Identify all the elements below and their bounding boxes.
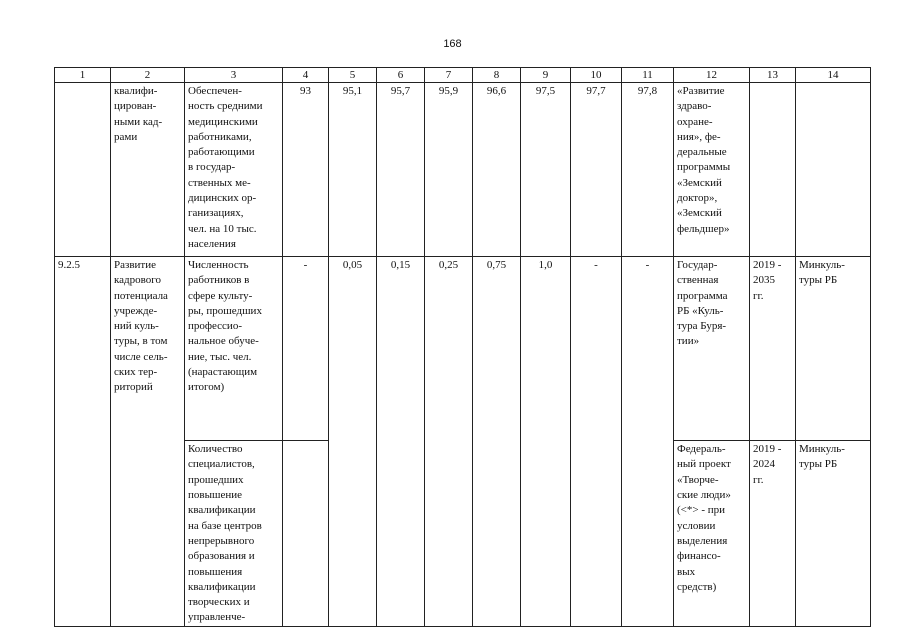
value-cell [329, 441, 377, 627]
value-cell: - [622, 257, 674, 396]
empty-cell [329, 396, 377, 441]
header-cell: 11 [622, 68, 674, 83]
value-cell: 0,05 [329, 257, 377, 396]
value-cell: 96,6 [473, 83, 521, 257]
empty-cell [55, 396, 111, 441]
empty-cell [425, 396, 473, 441]
empty-cell [111, 396, 185, 441]
value-cell: 97,8 [622, 83, 674, 257]
period-cell: 2019 - 2024 гг. [750, 441, 796, 627]
header-cell: 2 [111, 68, 185, 83]
value-cell [473, 441, 521, 627]
value-cell: 0,15 [377, 257, 425, 396]
value-cell [283, 441, 329, 627]
header-cell: 12 [674, 68, 750, 83]
program-cell: Федераль- ный проект «Творче- ские люди» (<*> - при условии выделения финансо- вых средств) [674, 441, 750, 627]
header-cell: 6 [377, 68, 425, 83]
header-cell: 4 [283, 68, 329, 83]
empty-cell [750, 396, 796, 441]
measure-name-cell: квалифи- цирован- ными кад- рами [111, 83, 185, 257]
table-row [55, 83, 871, 257]
executor-cell: Минкуль- туры РБ [796, 257, 871, 396]
header-cell: 8 [473, 68, 521, 83]
table-row [55, 441, 871, 627]
value-cell [425, 441, 473, 627]
value-cell: 0,75 [473, 257, 521, 396]
empty-cell [377, 396, 425, 441]
empty-cell [283, 396, 329, 441]
header-cell: 3 [185, 68, 283, 83]
program-cell: «Развитие здраво- охране- ния», фе- деральные программы «Земский доктор», «Земский фельдшер» [674, 83, 750, 257]
empty-cell [571, 396, 622, 441]
header-row [55, 68, 871, 83]
empty-cell [185, 396, 283, 441]
table-row-continuation [55, 396, 871, 441]
executor-cell: Минкуль- туры РБ [796, 441, 871, 627]
value-cell: 0,25 [425, 257, 473, 396]
empty-cell [622, 396, 674, 441]
period-cell: 2019 - 2035 гг. [750, 257, 796, 396]
row-number-cell [55, 83, 111, 257]
empty-cell [521, 396, 571, 441]
indicator-cell: Обеспечен- ность средними медицинскими работниками, работающими в государ- ственных ме- дицинских ор- ганизациях, чел. на 10 тыс. населения [185, 83, 283, 257]
value-cell: 1,0 [521, 257, 571, 396]
header-cell: 10 [571, 68, 622, 83]
empty-cell [796, 396, 871, 441]
program-table [54, 67, 871, 627]
value-cell [521, 441, 571, 627]
value-cell: - [283, 257, 329, 396]
page-number: 168 [443, 38, 462, 50]
row-number-cell: 9.2.5 [55, 257, 111, 396]
value-cell [377, 441, 425, 627]
program-cell: Государ- ственная программа РБ «Куль- тура Буря- тии» [674, 257, 750, 396]
table-row [55, 257, 871, 396]
value-cell: - [571, 257, 622, 396]
empty-cell [674, 396, 750, 441]
value-cell [622, 441, 674, 627]
indicator-cell: Численность работников в сфере культу- ры, прошедших профессио- нальное обуче- ние, тыс. чел. (нарастающим итогом) [185, 257, 283, 396]
header-cell: 9 [521, 68, 571, 83]
executor-cell [796, 83, 871, 257]
value-cell: 95,9 [425, 83, 473, 257]
value-cell: 95,1 [329, 83, 377, 257]
value-cell: 93 [283, 83, 329, 257]
value-cell [571, 441, 622, 627]
header-cell: 14 [796, 68, 871, 83]
indicator-cell: Количество специалистов, прошедших повышение квалификации на базе центров непрерывного образования и повышения квалификации творческих и управленче- [185, 441, 283, 627]
header-cell: 1 [55, 68, 111, 83]
empty-cell [111, 441, 185, 627]
header-cell: 13 [750, 68, 796, 83]
period-cell [750, 83, 796, 257]
header-cell: 7 [425, 68, 473, 83]
measure-name-cell: Развитие кадрового потенциала учрежде- ний куль- туры, в том числе сель- ских тер- риторий [111, 257, 185, 396]
empty-cell [473, 396, 521, 441]
empty-cell [55, 441, 111, 627]
value-cell: 97,5 [521, 83, 571, 257]
value-cell: 95,7 [377, 83, 425, 257]
value-cell: 97,7 [571, 83, 622, 257]
header-cell: 5 [329, 68, 377, 83]
